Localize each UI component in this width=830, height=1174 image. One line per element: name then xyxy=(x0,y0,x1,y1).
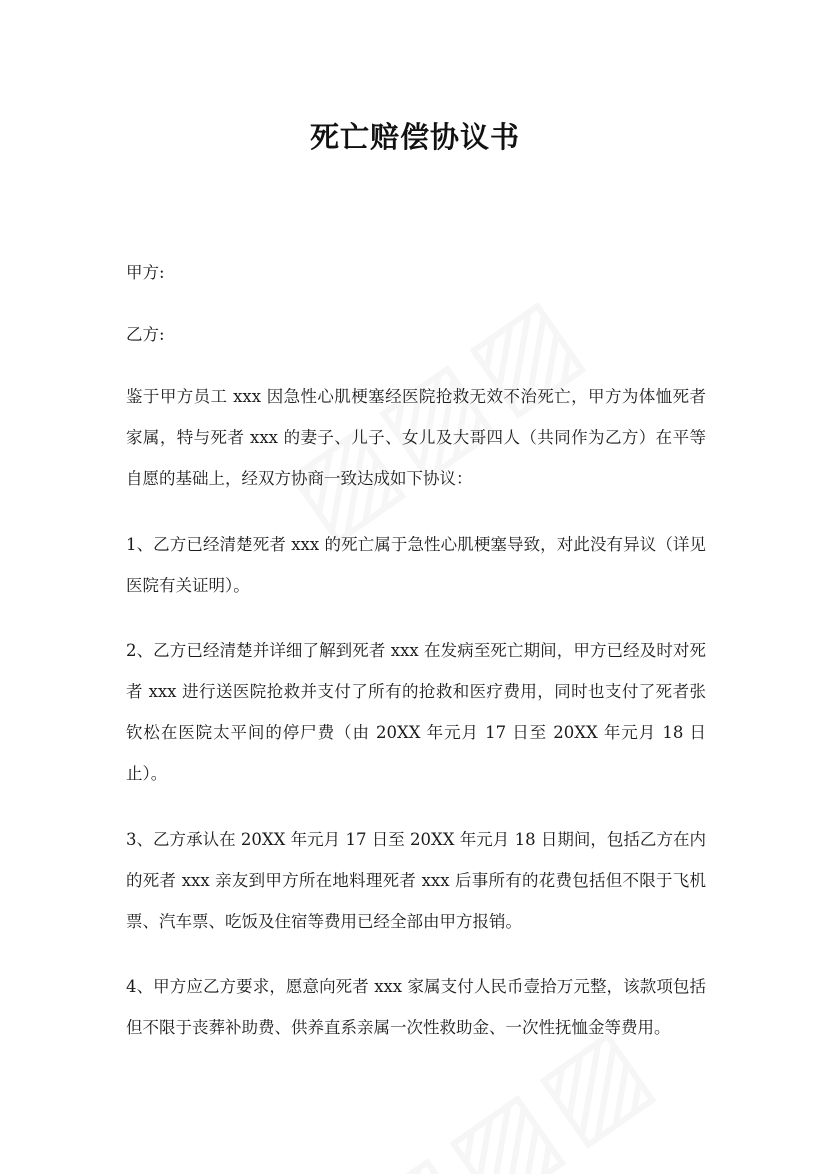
clause-2: 2、乙方已经清楚并详细了解到死者 xxx 在发病至死亡期间，甲方已经及时对死者 xxx 进行送医院抢救并支付了所有的抢救和医疗费用，同时也支付了死者张钦松在医院太平间的停尸费（由 20XX 年元月 17 日至 20XX 年元月 18 日止）。 xyxy=(126,641,706,783)
clause-3: 3、乙方承认在 20XX 年元月 17 日至 20XX 年元月 18 日期间，包括乙方在内的死者 xxx 亲友到甲方所在地料理死者 xxx 后事所有的花费包括但不限于飞机票、汽车票、吃饭及住宿等费用已经全部由甲方报销。 xyxy=(126,830,706,931)
document-title: 死亡赔偿协议书 xyxy=(309,120,520,154)
party-a-label: 甲方: xyxy=(126,263,165,282)
clause-4: 4、甲方应乙方要求，愿意向死者 xxx 家属支付人民币壹拾万元整，该款项包括但不限于丧葬补助费、供养直系亲属一次性救助金、一次性抚恤金等费用。 xyxy=(126,977,706,1037)
preamble-paragraph: 鉴于甲方员工 xxx 因急性心肌梗塞经医院抢救无效不治死亡，甲方为体恤死者家属，特与死者 xxx 的妻子、儿子、女儿及大哥四人（共同作为乙方）在平等自愿的基础上，经双方协商一致达成如下协议： xyxy=(126,387,706,488)
clause-1: 1、乙方已经清楚死者 xxx 的死亡属于急性心肌梗塞导致，对此没有异议（详见医院有关证明）。 xyxy=(126,535,706,595)
party-b-label: 乙方: xyxy=(126,325,165,344)
